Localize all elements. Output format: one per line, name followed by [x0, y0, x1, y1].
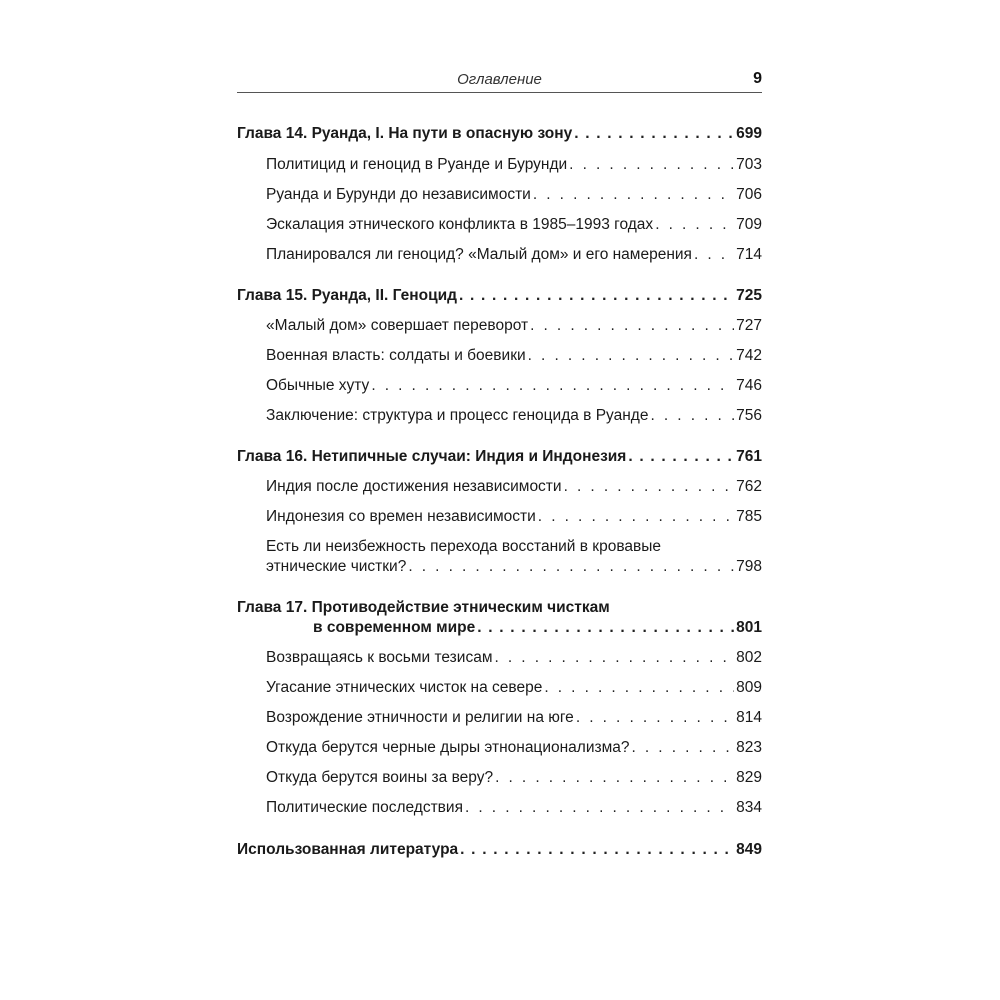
section-title: Угасание этнических чисток на севере [266, 679, 543, 696]
section-page: 727 [736, 317, 762, 334]
toc-references[interactable] [237, 840, 762, 860]
toc-section[interactable] [266, 155, 762, 175]
chapter-title-line-2: в современном мире [313, 619, 476, 636]
section-page: 829 [736, 769, 762, 786]
section-title: Возвращаясь к восьми тезисам [266, 649, 493, 666]
section-title: Индия после достижения независимости [266, 478, 562, 495]
dot-leader [465, 798, 734, 818]
running-header [237, 70, 762, 93]
section-title-line-1[interactable]: Есть ли неизбежность перехода восстаний в кровавые [266, 538, 661, 555]
toc-chapter-15[interactable] [237, 286, 762, 306]
section-title: Откуда берутся воины за веру? [266, 769, 494, 786]
toc-section[interactable] [266, 245, 762, 265]
chapter-title-line-1[interactable]: Глава 17. Противодействие этническим чисткам [237, 599, 610, 616]
section-page: 823 [736, 739, 762, 756]
section-page: 746 [736, 377, 762, 394]
toc-section[interactable] [266, 507, 762, 527]
toc-section[interactable] [266, 708, 762, 728]
references-title: Использованная литература [237, 841, 459, 858]
toc-chapter-17[interactable] [313, 618, 762, 638]
dot-leader [576, 708, 734, 728]
section-title: Эскалация этнического конфликта в 1985–1993 годах [266, 216, 654, 233]
section-title: Планировался ли геноцид? «Малый дом» и его намерения [266, 246, 692, 263]
dot-leader [459, 286, 734, 306]
section-page: 709 [736, 216, 762, 233]
section-page: 814 [736, 709, 762, 726]
dot-leader [538, 507, 734, 527]
section-title: Индонезия со времен независимости [266, 508, 536, 525]
chapter-title: Глава 14. Руанда, I. На пути в опасную зону [237, 125, 573, 142]
page-number: 9 [753, 70, 762, 87]
toc-section[interactable] [266, 346, 762, 366]
section-page: 834 [736, 799, 762, 816]
dot-leader [574, 124, 734, 144]
dot-leader [655, 215, 734, 235]
dot-leader [564, 477, 735, 497]
dot-leader [650, 406, 734, 426]
dot-leader [544, 678, 734, 698]
toc-section[interactable] [266, 768, 762, 788]
dot-leader [494, 648, 734, 668]
section-page: 756 [736, 407, 762, 424]
section-title: Обычные хуту [266, 377, 370, 394]
dot-leader [628, 447, 734, 467]
toc-section[interactable] [266, 316, 762, 336]
dot-leader [528, 346, 734, 366]
section-page: 802 [736, 649, 762, 666]
section-page: 703 [736, 156, 762, 173]
dot-leader [371, 376, 734, 396]
toc-section[interactable] [266, 557, 762, 577]
section-page: 742 [736, 347, 762, 364]
dot-leader [533, 185, 734, 205]
chapter-page: 761 [736, 448, 762, 465]
toc-section[interactable] [266, 376, 762, 396]
toc-section[interactable] [266, 798, 762, 818]
toc-section[interactable] [266, 738, 762, 758]
section-title: Политические последствия [266, 799, 463, 816]
chapter-page: 725 [736, 287, 762, 304]
section-page: 714 [736, 246, 762, 263]
toc-section[interactable] [266, 185, 762, 205]
section-title: «Малый дом» совершает переворот [266, 317, 529, 334]
section-title: Руанда и Бурунди до независимости [266, 186, 531, 203]
dot-leader [569, 155, 734, 175]
section-title-line-2: этнические чистки? [266, 558, 407, 575]
section-title: Военная власть: солдаты и боевики [266, 347, 526, 364]
dot-leader [631, 738, 734, 758]
toc-chapter-14[interactable] [237, 124, 762, 144]
dot-leader [408, 557, 734, 577]
section-page: 706 [736, 186, 762, 203]
section-title: Заключение: структура и процесс геноцида в Руанде [266, 407, 649, 424]
section-title: Откуда берутся черные дыры этнонационализма? [266, 739, 630, 756]
chapter-page: 699 [736, 125, 762, 142]
chapter-page: 801 [736, 619, 762, 636]
dot-leader [530, 316, 734, 336]
section-title: Возрождение этничности и религии на юге [266, 709, 574, 726]
references-page: 849 [736, 841, 762, 858]
toc-section[interactable] [266, 215, 762, 235]
section-page: 809 [736, 679, 762, 696]
section-page: 785 [736, 508, 762, 525]
dot-leader [495, 768, 734, 788]
toc-section[interactable] [266, 477, 762, 497]
dot-leader [694, 245, 734, 265]
dot-leader [477, 618, 734, 638]
toc-chapter-16[interactable] [237, 447, 762, 467]
dot-leader [460, 840, 734, 860]
chapter-title: Глава 15. Руанда, II. Геноцид [237, 287, 457, 304]
section-page: 762 [736, 478, 762, 495]
chapter-title: Глава 16. Нетипичные случаи: Индия и Индонезия [237, 448, 627, 465]
section-page: 798 [736, 558, 762, 575]
toc-section[interactable] [266, 648, 762, 668]
running-title: Оглавление [457, 71, 542, 88]
toc-section[interactable] [266, 406, 762, 426]
toc-section[interactable] [266, 678, 762, 698]
section-title: Политицид и геноцид в Руанде и Бурунди [266, 156, 568, 173]
